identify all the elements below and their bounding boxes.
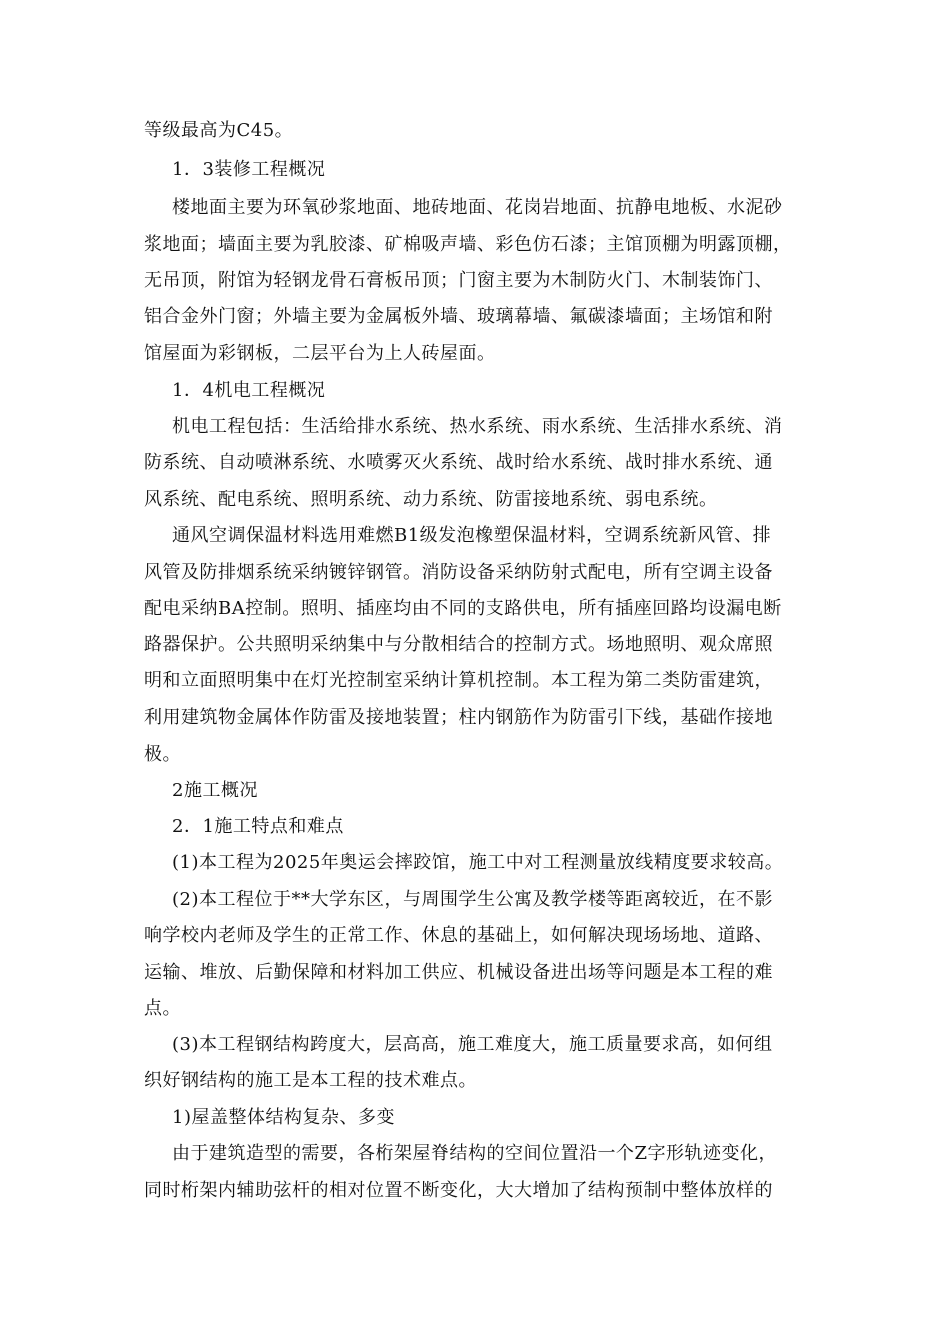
section-heading: 1)屋盖整体结构复杂、多变 — [172, 1107, 395, 1128]
text-line: 同时桁架内辅助弦杆的相对位置不断变化，大大增加了结构预制中整体放样的 — [144, 1180, 773, 1201]
section-heading: 1．4机电工程概况 — [172, 380, 326, 401]
text-line: 明和立面照明集中在灯光控制室采纳计算机控制。本工程为第二类防雷建筑， — [144, 670, 773, 691]
text-line: 等级最高为C45。 — [144, 120, 294, 141]
text-line: 由于建筑造型的需要，各桁架屋脊结构的空间位置沿一个Z字形轨迹变化， — [172, 1143, 778, 1164]
text-line: 极。 — [144, 744, 181, 765]
text-line: 点。 — [144, 998, 181, 1019]
text-line: 配电采纳BA控制。照明、插座均由不同的支路供电，所有插座回路均设漏电断 — [144, 598, 782, 619]
text-line: 风管及防排烟系统采纳镀锌钢管。消防设备采纳防射式配电，所有空调主设备 — [144, 562, 773, 583]
text-line: 馆屋面为彩钢板，二层平台为上人砖屋面。 — [144, 343, 496, 364]
text-line: 利用建筑物金属体作防雷及接地装置；柱内钢筋作为防雷引下线，基础作接地 — [144, 707, 773, 728]
text-line: 楼地面主要为环氧砂浆地面、地砖地面、花岗岩地面、抗静电地板、水泥砂 — [172, 197, 783, 218]
section-heading: 1．3装修工程概况 — [172, 159, 326, 180]
text-line: 路器保护。公共照明采纳集中与分散相结合的控制方式。场地照明、观众席照 — [144, 634, 773, 655]
text-line: 铝合金外门窗；外墙主要为金属板外墙、玻璃幕墙、氟碳漆墙面；主场馆和附 — [144, 306, 773, 327]
text-line: 无吊顶，附馆为轻钢龙骨石膏板吊顶；门窗主要为木制防火门、木制装饰门、 — [144, 270, 773, 291]
text-line: 通风空调保温材料选用难燃B1级发泡橡塑保温材料，空调系统新风管、排 — [172, 525, 772, 546]
section-heading: 2施工概况 — [172, 780, 258, 801]
text-line: 织好钢结构的施工是本工程的技术难点。 — [144, 1070, 477, 1091]
text-line: 运输、堆放、后勤保障和材料加工供应、机械设备进出场等问题是本工程的难 — [144, 962, 773, 983]
text-line: 防系统、自动喷淋系统、水喷雾灭火系统、战时给水系统、战时排水系统、通 — [144, 452, 773, 473]
text-line: (2)本工程位于**大学东区，与周围学生公寓及教学楼等距离较近，在不影 — [172, 889, 773, 910]
text-line: 风系统、配电系统、照明系统、动力系统、防雷接地系统、弱电系统。 — [144, 489, 718, 510]
text-line: 浆地面；墙面主要为乳胶漆、矿棉吸声墙、彩色仿石漆；主馆顶棚为明露顶棚， — [144, 234, 792, 255]
text-line: 机电工程包括：生活给排水系统、热水系统、雨水系统、生活排水系统、消 — [172, 416, 783, 437]
section-heading: 2．1施工特点和难点 — [172, 816, 344, 837]
text-line: (3)本工程钢结构跨度大，层高高，施工难度大，施工质量要求高，如何组 — [172, 1034, 773, 1055]
text-line: 响学校内老师及学生的正常工作、休息的基础上，如何解决现场场地、道路、 — [144, 925, 773, 946]
text-line: (1)本工程为2025年奥运会摔跤馆，施工中对工程测量放线精度要求较高。 — [172, 852, 784, 873]
